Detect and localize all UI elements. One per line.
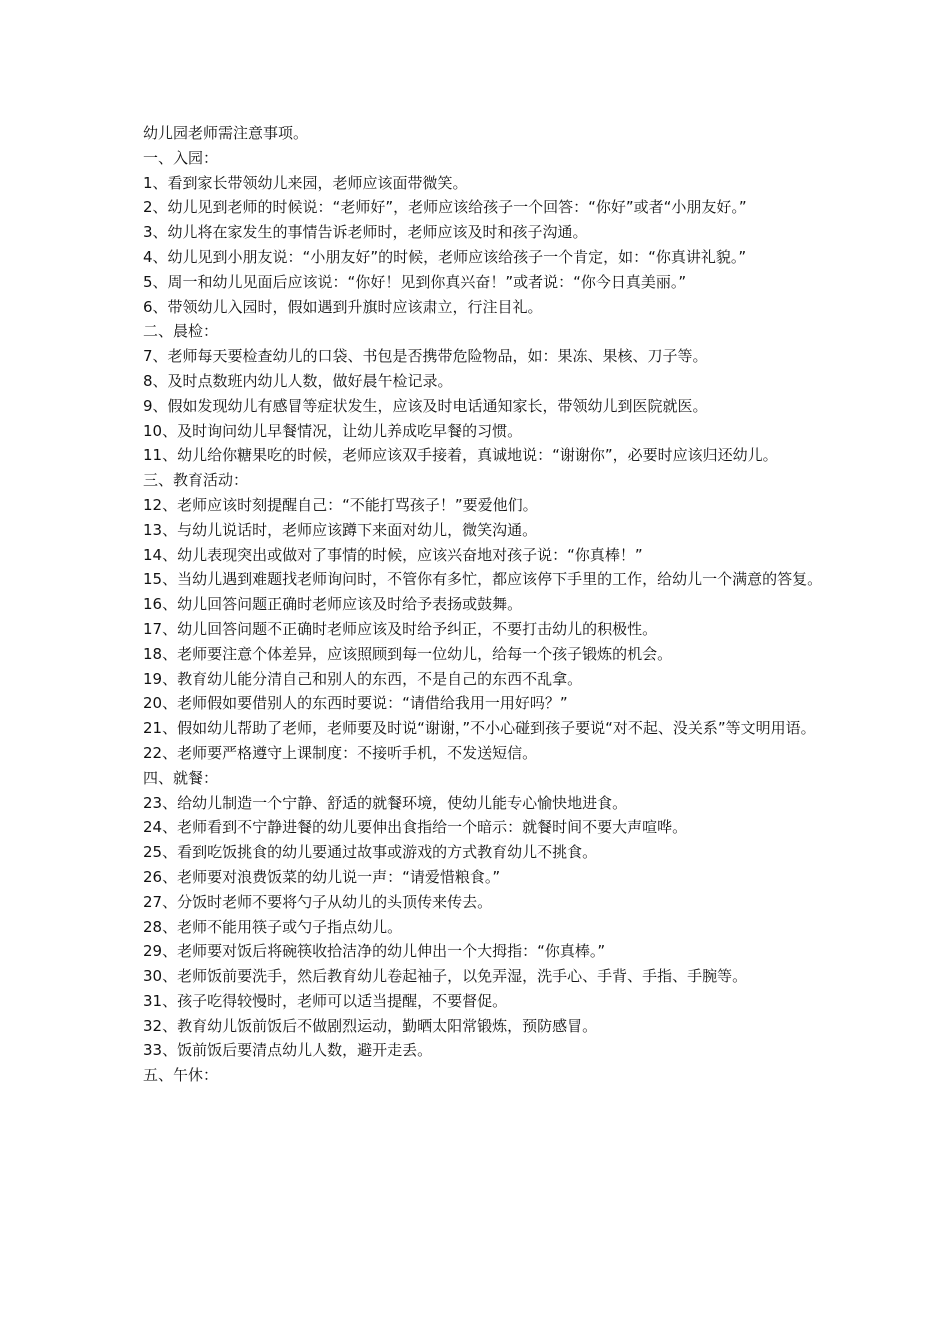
list-item: 23、给幼儿制造一个宁静、舒适的就餐环境，使幼儿能专心愉快地进食。 (143, 793, 628, 812)
list-item: 1、看到家长带领幼儿来园，老师应该面带微笑。 (143, 173, 468, 192)
document-title: 幼儿园老师需注意事项。 (143, 124, 309, 142)
list-item: 21、假如幼儿帮助了老师，老师要及时说“谢谢，”不小心碰到孩子要说“对不起、没关系”等文明用语。 (143, 719, 816, 738)
list-item: 4、幼儿见到小朋友说：“小朋友好”的时候，老师应该给孩子一个肯定，如：“你真讲礼貌。” (143, 247, 747, 266)
list-item: 26、老师要对浪费饭菜的幼儿说一声：“请爱惜粮食。” (143, 867, 501, 886)
section-heading: 三、教育活动： (143, 471, 249, 490)
list-item: 9、假如发现幼儿有感冒等症状发生，应该及时电话通知家长，带领幼儿到医院就医。 (143, 396, 708, 415)
list-item: 5、周一和幼儿见面后应该说：“你好！见到你真兴奋！”或者说：“你今日真美丽。” (143, 272, 687, 291)
list-item: 28、老师不能用筷子或勺子指点幼儿。 (143, 917, 403, 936)
list-item: 19、教育幼儿能分清自己和别人的东西，不是自己的东西不乱拿。 (143, 669, 583, 688)
list-item: 31、孩子吃得较慢时，老师可以适当提醒，不要督促。 (143, 991, 508, 1010)
list-item: 33、饭前饭后要清点幼儿人数，避开走丢。 (143, 1041, 433, 1060)
list-item: 18、老师要注意个体差异，应该照顾到每一位幼儿，给每一个孩子锻炼的机会。 (143, 644, 673, 663)
list-item: 6、带领幼儿入园时，假如遇到升旗时应该肃立，行注目礼。 (143, 297, 543, 316)
list-item: 12、老师应该时刻提醒自己：“不能打骂孩子！”要爱他们。 (143, 495, 538, 514)
list-item: 8、及时点数班内幼儿人数，做好晨午检记录。 (143, 371, 453, 390)
section-heading: 五、午休： (143, 1066, 219, 1085)
list-item: 27、分饭时老师不要将勺子从幼儿的头顶传来传去。 (143, 892, 493, 911)
list-item: 7、老师每天要检查幼儿的口袋、书包是否携带危险物品，如：果冻、果核、刀子等。 (143, 347, 708, 366)
list-item: 25、看到吃饭挑食的幼儿要通过故事或游戏的方式教育幼儿不挑食。 (143, 843, 598, 862)
list-item: 2、幼儿见到老师的时候说：“老师好”，老师应该给孩子一个回答：“你好”或者“小朋友好。” (143, 198, 747, 217)
list-item: 22、老师要严格遵守上课制度：不接听手机，不发送短信。 (143, 743, 538, 762)
list-item: 30、老师饭前要洗手，然后教育幼儿卷起袖子，以免弄湿，洗手心、手背、手指、手腕等。 (143, 967, 748, 986)
list-item: 17、幼儿回答问题不正确时老师应该及时给予纠正，不要打击幼儿的积极性。 (143, 619, 658, 638)
section-heading: 四、就餐： (143, 768, 219, 787)
list-item: 10、及时询问幼儿早餐情况，让幼儿养成吃早餐的习惯。 (143, 421, 523, 440)
document-body (143, 146, 823, 1088)
list-item: 29、老师要对饭后将碗筷收拾洁净的幼儿伸出一个大拇指：“你真棒。” (143, 942, 606, 961)
list-item: 20、老师假如要借别人的东西时要说：“请借给我用一用好吗？” (143, 694, 568, 713)
list-item: 14、幼儿表现突出或做对了事情的时候，应该兴奋地对孩子说：“你真棒！” (143, 545, 643, 564)
section-heading: 一、入园： (143, 148, 219, 167)
list-item: 13、与幼儿说话时，老师应该蹲下来面对幼儿，微笑沟通。 (143, 520, 538, 539)
list-item: 3、幼儿将在家发生的事情告诉老师时，老师应该及时和孩子沟通。 (143, 223, 588, 242)
section-heading: 二、晨检： (143, 322, 219, 341)
list-item: 11、幼儿给你糖果吃的时候，老师应该双手接着，真诚地说：“谢谢你”，必要时应该归还幼儿。 (143, 446, 778, 465)
list-item: 15、当幼儿遇到难题找老师询问时，不管你有多忙，都应该停下手里的工作，给幼儿一个满意的答复。 (143, 570, 823, 589)
list-item: 32、教育幼儿饭前饭后不做剧烈运动，勤晒太阳常锻炼，预防感冒。 (143, 1016, 598, 1035)
list-item: 16、幼儿回答问题正确时老师应该及时给予表扬或鼓舞。 (143, 595, 523, 614)
document-page (143, 121, 823, 1088)
list-item: 24、老师看到不宁静进餐的幼儿要伸出食指给一个暗示：就餐时间不要大声喧哗。 (143, 818, 688, 837)
